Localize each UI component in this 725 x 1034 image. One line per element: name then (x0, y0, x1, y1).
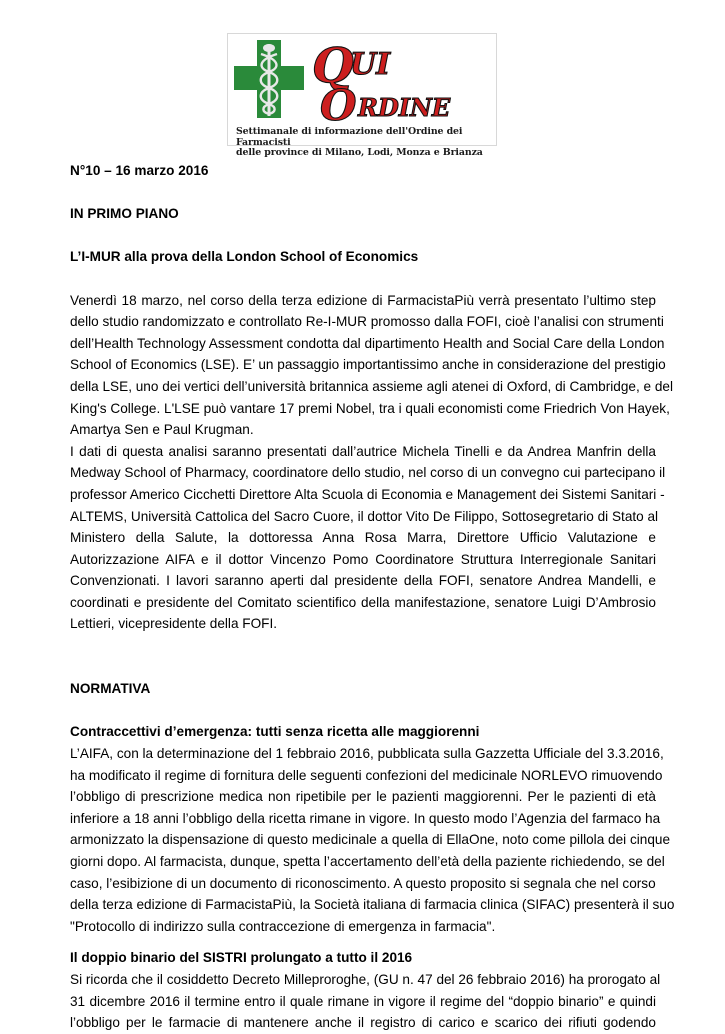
paragraph-line: inferiore a 18 anni l’obbligo della ricetta rimane in vigore. In questo modo l’Agenzia del farmaco ha (70, 810, 661, 826)
paragraph-line: School of Economics (LSE). E’ un passaggio importantissimo anche in considerazione del prestigio (70, 357, 666, 373)
article-title: L’I-MUR alla prova della London School of Economics (70, 249, 419, 265)
newsletter-logo (227, 33, 497, 158)
logo-subtitle-line1: Settimanale di informazione dell'Ordine dei Farmacisti (236, 126, 463, 148)
paragraph-line: della LSE, uno dei vertici dell’università britannica assieme agli atenei di Oxford, di Cambridge, e del (70, 378, 673, 394)
article-body (70, 969, 661, 1034)
wordmark-rdine: RDINE (358, 93, 451, 122)
paragraph-line: giorni dopo. Al farmacista, dunque, spetta l’accertamento dell’età della paziente richiedendo, se del (70, 854, 665, 869)
section-heading: IN PRIMO PIANO (70, 206, 179, 222)
paragraph-line: della terza edizione di FarmacistaPiù, la Società italiana di farmacia clinica (SIFAC) presenterà il suo (70, 897, 675, 913)
wordmark-ui: UI (350, 47, 391, 82)
paragraph-line: dello studio randomizzato e controllato Re-I-MUR promosso dalla FOFI, cioè l’analisi con strumenti (70, 314, 664, 330)
wordmark (312, 38, 451, 126)
paragraph-line: Lettieri, vicepresidente della FOFI. (70, 616, 278, 632)
section-heading: NORMATIVA (70, 681, 151, 697)
paragraph-line: professor Americo Cicchetti Direttore Alta Scuola di Economia e Management dei Sistemi Sanitari - (70, 486, 665, 502)
paragraph-line: caso, l’esibizione di un documento di riconoscimento. A questo proposito si segnala che nel corso (70, 875, 656, 891)
paragraph-line: l’obbligo per le farmacie di mantenere anche il registro di carico e scarico dei rifiuti godendo (70, 1015, 656, 1031)
article-title: Contraccettivi d’emergenza: tutti senza ricetta alle maggiorenni (70, 724, 480, 740)
qui-ordine-logo-graphic (228, 34, 496, 126)
article-body (70, 743, 675, 937)
paragraph-line: King's College. L'LSE può vantare 17 premi Nobel, tra i quali economisti come Friedrich Von Hayek, (70, 400, 670, 416)
issue-number: N°10 – 16 marzo 2016 (70, 163, 209, 178)
wordmark-q: Q (312, 38, 354, 94)
paragraph-line: 31 dicembre 2016 il termine entro il quale rimane in vigore il regime del “doppio binario” e quindi (70, 993, 656, 1009)
paragraph-line: Medway School of Pharmacy, coordinatore dello studio, nel corso di un convegno cui partecipano il (70, 465, 666, 481)
paragraph-line: Amartya Sen e Paul Krugman. (70, 422, 254, 438)
newsletter-body (70, 160, 675, 1034)
article-title: Il doppio binario del SISTRI prolungato a tutto il 2016 (70, 950, 413, 966)
logo-subtitle-line2: delle province di Milano, Lodi, Monza e Brianza (236, 147, 483, 158)
paragraph-line: "Protocollo di indirizzo sulla contraccezione di emergenza in farmacia". (70, 918, 496, 934)
paragraph-line: Venerdì 18 marzo, nel corso della terza edizione di FarmacistaPiù verrà presentato l’ultimo step (70, 292, 656, 308)
paragraph-line: ALTEMS, Università Cattolica del Sacro Cuore, il dottor Vito De Filippo, Sottosegretario di Stato al (70, 508, 659, 524)
paragraph-line: l’obbligo di prescrizione medica non ripetibile per le pazienti maggiorenni. Per le pazienti di età (70, 789, 656, 805)
article-body (70, 290, 673, 636)
paragraph-line: Autorizzazione AIFA e il dottor Vincenzo Pomo Coordinatore Struttura Interregionale Sanitari (70, 551, 656, 567)
logo-subtitle (236, 127, 494, 159)
paragraph-line: Convenzionati. I lavori saranno aperti dal presidente della FOFI, senatore Andrea Mandelli, e (70, 573, 656, 589)
paragraph-line: ha modificato il regime di fornitura delle seguenti confezioni del medicinale NORLEVO rimuovendo (70, 767, 663, 783)
paragraph-line: Si ricorda che il cosiddetto Decreto Milleproroghe, (GU n. 47 del 26 febbraio 2016) ha prorogato al (70, 971, 661, 987)
paragraph-line: armonizzato la dispensazione di questo medicinale a quella di EllaOne, noto come pillola dei cinque (70, 832, 671, 848)
paragraph-line: coordinati e presidente del Comitato scientifico della manifestazione, senatore Luigi D’Ambrosio (70, 594, 656, 610)
paragraph-line: dell’Health Technology Assessment condotta dal dipartimento Health and Social Care della London (70, 335, 665, 351)
paragraph-line: I dati di questa analisi saranno presentati dall’autrice Michela Tinelli e da Andrea Manfrin della (70, 443, 656, 459)
paragraph-line: Ministero della Salute, la dottoressa Anna Rosa Marra, Direttore Ufficio Valutazione e (70, 530, 656, 546)
paragraph-line: L’AIFA, con la determinazione del 1 febbraio 2016, pubblicata sulla Gazzetta Ufficiale del 3.3.2016, (70, 746, 664, 762)
wordmark-o: O (320, 81, 357, 126)
